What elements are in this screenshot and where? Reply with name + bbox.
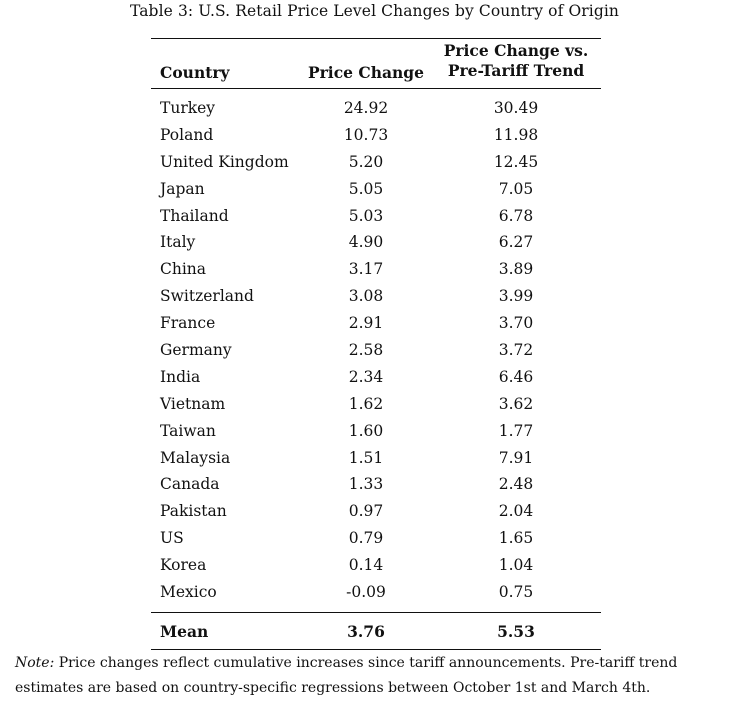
cell-country: Malaysia <box>160 448 231 467</box>
cell-price-change: 0.14 <box>348 556 384 575</box>
cell-price-change: 3.17 <box>348 260 384 279</box>
cell-trend: 1.77 <box>498 421 534 440</box>
cell-country: Italy <box>160 233 196 252</box>
cell-country: Switzerland <box>160 287 254 306</box>
cell-country: Vietnam <box>160 394 226 413</box>
cell-trend: 6.27 <box>498 233 534 252</box>
cell-price-change: 2.91 <box>348 314 384 333</box>
table-row <box>151 203 601 230</box>
cell-country: Canada <box>160 475 220 494</box>
note-label: Note: <box>15 655 55 671</box>
table-header <box>151 39 601 88</box>
cell-trend: 3.89 <box>498 260 534 279</box>
cell-price-change: 1.33 <box>348 475 384 494</box>
table-row <box>151 418 601 445</box>
cell-trend: 7.91 <box>498 448 534 467</box>
table-row <box>151 283 601 310</box>
mean-row <box>151 613 601 649</box>
cell-trend: 6.46 <box>498 367 534 386</box>
cell-trend: 1.65 <box>498 529 534 548</box>
cell-price-change: 3.08 <box>348 287 384 306</box>
table-row <box>151 176 601 203</box>
table-row <box>151 310 601 337</box>
mean-label: Mean <box>160 621 209 641</box>
cell-trend: 3.99 <box>498 287 534 306</box>
cell-country: Taiwan <box>160 421 216 440</box>
cell-country: United Kingdom <box>160 152 289 171</box>
cell-country: Pakistan <box>160 502 227 521</box>
cell-country: China <box>160 260 207 279</box>
table-row <box>151 95 601 122</box>
table-caption: Table 3: U.S. Retail Price Level Changes by Country of Origin <box>129 2 620 20</box>
header-trend-line1: Price Change vs. <box>443 41 589 60</box>
cell-trend: 3.72 <box>498 341 534 360</box>
cell-price-change: 0.79 <box>348 529 384 548</box>
cell-trend: 1.04 <box>498 556 534 575</box>
cell-trend: 7.05 <box>498 179 534 198</box>
cell-price-change: 2.58 <box>348 341 384 360</box>
table-row <box>151 149 601 176</box>
cell-country: Korea <box>160 556 207 575</box>
cell-price-change: 2.34 <box>348 367 384 386</box>
cell-trend: 2.48 <box>498 475 534 494</box>
cell-price-change: 5.20 <box>348 152 384 171</box>
mean-price-change: 3.76 <box>347 621 385 641</box>
cell-price-change: 0.97 <box>348 502 384 521</box>
cell-country: Poland <box>160 125 214 144</box>
cell-price-change: 1.51 <box>348 448 384 467</box>
table-row <box>151 525 601 552</box>
cell-country: Japan <box>160 179 205 198</box>
cell-price-change: 24.92 <box>343 99 389 117</box>
header-price-change: Price Change <box>307 63 425 82</box>
cell-trend: 11.98 <box>493 125 539 144</box>
header-country: Country <box>160 63 230 82</box>
cell-price-change: 4.90 <box>348 233 384 252</box>
cell-country: Turkey <box>160 99 216 117</box>
cell-trend: 6.78 <box>498 206 534 225</box>
cell-trend: 0.75 <box>498 583 534 602</box>
table-row <box>151 471 601 498</box>
table-row <box>151 498 601 525</box>
table-row <box>151 579 601 606</box>
cell-price-change: 5.05 <box>348 179 384 198</box>
cell-country: France <box>160 314 216 333</box>
cell-price-change: 10.73 <box>343 125 389 144</box>
table-row <box>151 337 601 364</box>
cell-trend: 30.49 <box>493 99 539 117</box>
cell-country: Germany <box>160 341 232 360</box>
table-row <box>151 552 601 579</box>
cell-price-change: 5.03 <box>348 206 384 225</box>
cell-trend: 12.45 <box>493 152 539 171</box>
table-body <box>151 89 601 612</box>
price-change-table <box>151 38 601 650</box>
cell-trend: 2.04 <box>498 502 534 521</box>
cell-trend: 3.62 <box>498 394 534 413</box>
table-row <box>151 391 601 418</box>
table-row <box>151 445 601 472</box>
table-note <box>15 651 741 701</box>
cell-price-change: -0.09 <box>346 583 386 602</box>
table-row <box>151 256 601 283</box>
cell-country: Thailand <box>160 206 229 225</box>
bottom-rule <box>151 649 601 650</box>
table-row <box>151 229 601 256</box>
cell-country: Mexico <box>160 583 217 602</box>
cell-country: US <box>160 529 184 548</box>
cell-trend: 3.70 <box>498 314 534 333</box>
cell-country: India <box>160 367 201 386</box>
note-text: Price changes reflect cumulative increases since tariff announcements. Pre-tariff trend estimates are based on country-specific regressions between October 1st and March 4th. <box>15 655 678 696</box>
mean-trend: 5.53 <box>497 621 535 641</box>
cell-price-change: 1.62 <box>348 394 384 413</box>
table-row <box>151 364 601 391</box>
cell-price-change: 1.60 <box>348 421 384 440</box>
header-trend <box>431 41 601 81</box>
table-row <box>151 122 601 149</box>
header-trend-line2: Pre-Tariff Trend <box>447 61 585 80</box>
